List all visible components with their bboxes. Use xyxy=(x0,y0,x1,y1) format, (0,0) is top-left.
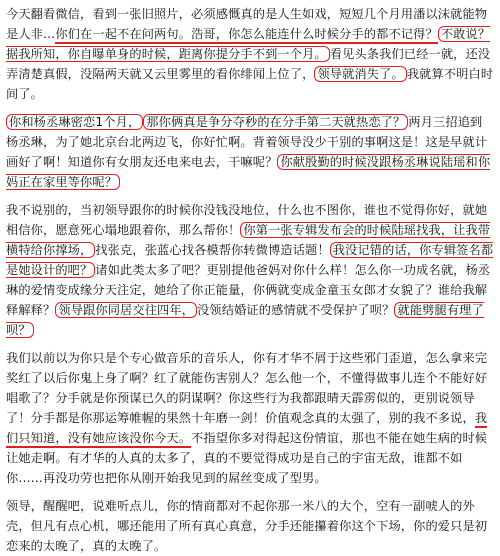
text-segment: 领导，醒醒吧，说难听点儿，你的情商都对不起你那一米八的大个，空有一副唬人的外壳，但凡有点心机，哪还能用了所有真心真意，分手还能攥着你这个下场，你的爱只是初恋来的太晚了，真的太晚了。 xyxy=(6,499,488,553)
text-segment: 看见头条我们已经一就，还没弄清楚真假，没隔两天就又云里雾里的看你绯闻上位了， xyxy=(6,47,491,81)
text-segment: 我们以前以为你只是个专心做音乐的音乐人，你有才华不屑于这些邪门歪道，怎么拿来完奖红了以后你鬼上身了啊？红了就能伤害别人？怎么他一个，不懂得做事儿连个不能好好唱歌了？分手就是你预谋已久的阴谋啊？你这些行为我都跟晴天霹雳似的，更别说领导了！分手都是你那运筹帷幄的果然十年磨一剑！价值观念真的太强了，别的我不多说， xyxy=(6,351,488,425)
boxed-annotation: 我没记错的话，你专辑签名都是她设计的吧？ xyxy=(6,243,494,277)
paragraph xyxy=(6,496,494,556)
article-body xyxy=(6,4,494,556)
boxed-annotation: 那你俩真是争分夺秒的在分手第二天就热恋了？ xyxy=(143,114,408,130)
text-segment: 找张克，张蓝心找各模帮你转微博造话题！ xyxy=(95,243,330,257)
text-segment: 没领结婚证的感情就不受保护了呗？ xyxy=(197,303,395,317)
boxed-annotation: 就能劈腿有理了呗？ xyxy=(6,303,484,337)
boxed-annotation: 你第一张专辑发布会的时候陆瑶找我，让我带横特给你撑场， xyxy=(6,223,491,257)
text-segment: 不指望你多对得起这份情谊，那也不能在她生病的时候让她走啊。有才华的人真的太多了，真的不要觉得成功是自己的宇宙无敌，谁都不如你……再没功劳也把你从刚开始我见到的屌丝变成了型男。 xyxy=(6,431,488,485)
boxed-annotation: 不敢说？据我所知，你自曝单身的时候，距离你提分手不到一个月。 xyxy=(6,27,491,61)
paragraph xyxy=(6,200,494,340)
paragraph xyxy=(6,112,494,192)
text-segment: 两月三招追到杨丞琳，为了她北京台北两边飞，你好忙啊。背着领导没少干别的事啊这是！这是早就计画好了啊！知道你有女朋友还电来电去，干嘛呢？ xyxy=(6,115,488,169)
text-segment: 我不说别的，当初领导跟你的时候你没钱没地位，什么也不图你，谁也不觉得你好，就她相信你，愿意死心塌地跟着你，那么帮你！ xyxy=(6,203,488,237)
boxed-annotation: 你和杨丞琳密恋1个月， xyxy=(6,114,143,130)
text-segment: 我就算不明白时间了。 xyxy=(6,67,494,101)
boxed-annotation: 你献殷勤的时候没跟杨丞琳说陆瑶和你妈正在家里等你呢？ xyxy=(6,155,491,189)
text-segment: 诸如此类太多了吧？更别提他爸妈对你什么样！怎么你一功成名就，杨丞琳的爱情变成缘分天注定，她给了你正能量，你俩就变成金童玉女郎才女貌了？谁给我解释解释？ xyxy=(6,263,491,317)
paragraph xyxy=(6,4,494,104)
underlined-annotation: 我们只知道，没有她应该没你今天。 xyxy=(6,411,487,448)
paragraph xyxy=(6,348,494,488)
text-segment: 今天翻看微信，看到一张旧照片，必须感慨真的是人生如戏，短短几个月用潘以沫就能物是人非… xyxy=(6,7,488,41)
underlined-annotation: 你们在一起不在问两句。浩哥，你怎么能连什么时候分手的都不记得？ xyxy=(55,27,437,44)
boxed-annotation: 领导跟你同居交往四年， xyxy=(55,302,197,318)
boxed-annotation: 领导就消失了。 xyxy=(314,66,406,82)
